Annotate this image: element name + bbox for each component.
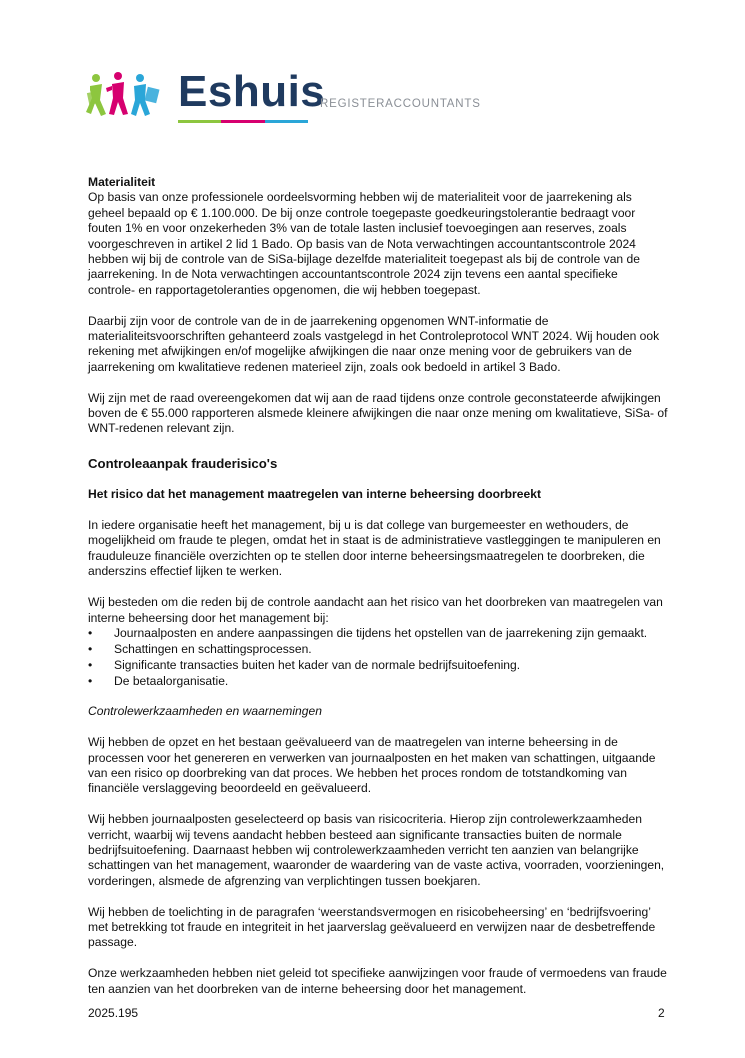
materialiteit-paragraph-2: Daarbij zijn voor de controle van de in de jaarrekening opgenomen WNT-informatie de materialiteitsvoorschriften gehanteerd zoals vastgelegd in het Controleprotocol WNT 2024. Wij houden ook rekening met afwijkingen en/of mogelijke afwijkingen die naar onze mening voor de gebruikers van de jaarrekening om kwalitatieve redenen materieel zijn, zoals ook bedoeld in artikel 3 Bado. bbox=[88, 313, 660, 374]
materialiteit-paragraph-1: Op basis van onze professionele oordeelsvorming hebben wij de materialiteit voor de jaarrekening als geheel bepaald op € 1.100.000. De bij onze controle toegepaste goedkeuringstolerantie bedraagt voor fouten 1% en voor onzekerheden 3% van de totale lasten inclusief toevoegingen aan reserves, zoals voorgeschreven in artikel 2 lid 1 Bado. Op basis van de Nota verwachtingen accountantscontrole 2024 hebben wij bij de controle van de SiSa-bijlage dezelfde materialiteit toegepast als bij de controle van de jaarrekening. In de Nota verwachtingen accountantscontrole 2024 zijn tevens een aantal specifieke controle- en rapportagetoleranties opgenomen, die wij hebben toegepast. bbox=[88, 190, 640, 297]
document-body bbox=[88, 175, 668, 1012]
controlewerkzaamheden-heading: Controlewerkzaamheden en waarnemingen bbox=[88, 704, 322, 719]
fraude-paragraph-5: Wij hebben de toelichting in de paragrafen ‘weerstandsvermogen en risicobeheersing’ en ‘bedrijfsvoering’ met betrekking tot fraude en integriteit in het jaarverslag geëvalueerd en verwijzen naar de desbetreffende passage. bbox=[88, 904, 656, 950]
materialiteit-paragraph-3: Wij zijn met de raad overeengekomen dat wij aan de raad tijdens onze controle geconstateerde afwijkingen boven de € 55.000 rapporteren alsmede kleinere afwijkingen die naar onze mening om kwalitatieve, SiSa- of WNT-redenen relevant zijn. bbox=[88, 390, 668, 436]
list-item: • Journaalposten en andere aanpassingen die tijdens het opstellen van de jaarrekening zijn gemaakt. bbox=[88, 625, 648, 640]
footer-page-number: 2 bbox=[658, 1006, 665, 1020]
list-item: • Significante transacties buiten het kader van de normale bedrijfsuitoefening. bbox=[88, 657, 521, 672]
section-title-fraude: Controleaanpak frauderisico's bbox=[88, 455, 278, 471]
eshuis-logo-figures-icon bbox=[86, 70, 166, 120]
materialiteit-heading: Materialiteit bbox=[88, 175, 156, 189]
fraude-subheading: Het risico dat het management maatregelen van interne beheersing doorbreekt bbox=[88, 487, 541, 502]
bullet-icon: • bbox=[88, 625, 93, 640]
footer-doc-number: 2025.195 bbox=[88, 1006, 139, 1020]
logo-subtitle: REGISTERACCOUNTANTS bbox=[320, 98, 481, 110]
fraude-bullet-list bbox=[88, 626, 668, 689]
logo-wordmark: Eshuis bbox=[178, 67, 326, 116]
bullet-icon: • bbox=[88, 641, 93, 656]
bullet-icon: • bbox=[88, 657, 93, 672]
list-item: • De betaalorganisatie. bbox=[88, 673, 229, 688]
fraude-paragraph-2: Wij besteden om die reden bij de controle aandacht aan het risico van het doorbreken van maatregelen van interne beheersing door het management bij: bbox=[88, 595, 663, 625]
fraude-paragraph-1: In iedere organisatie heeft het management, bij u is dat college van burgemeester en wethouders, de mogelijkheid om fraude te plegen, omdat het in staat is de administratieve vastleggingen te manipuleren en frauduleuze financiële overzichten op te stellen door interne beheersingsmaatregelen te doorbreken, die anderszins effectief lijken te werken. bbox=[88, 518, 661, 579]
fraude-paragraph-6: Onze werkzaamheden hebben niet geleid tot specifieke aanwijzingen voor fraude of vermoedens van fraude ten aanzien van het doorbreken van de interne beheersing door het management. bbox=[88, 966, 667, 996]
page-header bbox=[86, 64, 486, 126]
logo-color-bars bbox=[178, 120, 308, 123]
fraude-paragraph-3: Wij hebben de opzet en het bestaan geëvalueerd van de maatregelen van interne beheersing in de processen voor het genereren en verwerken van journaalposten en het maken van schattingen, uitgaande van een risico op doorbreking van dat proces. We hebben het proces rondom de totstandkoming van financiële verslaggeving beoordeeld en geëvalueerd. bbox=[88, 735, 656, 796]
fraude-paragraph-4: Wij hebben journaalposten geselecteerd op basis van risicocriteria. Hierop zijn controlewerkzaamheden verricht, waarbij wij tevens aandacht hebben besteed aan significante transacties buiten de normale bedrijfsuitoefening. Daarnaast hebben wij controlewerkzaamheden verricht ten aanzien van belangrijke schattingen van het management, waaronder de waardering van de vaste activa, voorraden, voorzieningen, vorderingen, alsmede de afgrenzing van verplichtingen tussen boekjaren. bbox=[88, 812, 665, 888]
list-item: • Schattingen en schattingsprocessen. bbox=[88, 641, 312, 656]
bullet-icon: • bbox=[88, 673, 93, 688]
